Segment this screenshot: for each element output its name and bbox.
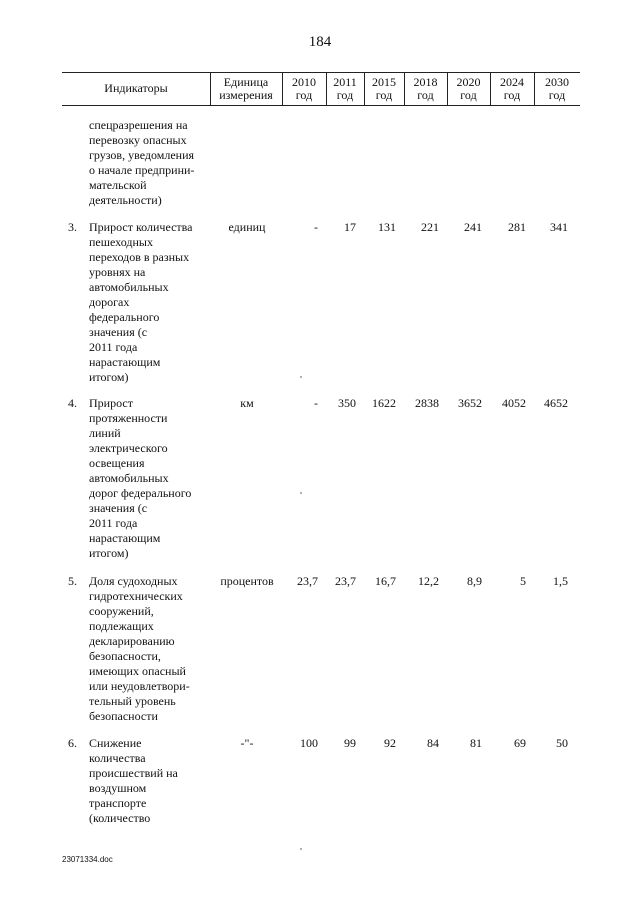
header-year-2018: [404, 72, 447, 105]
year-suffix: год: [460, 87, 477, 102]
unit-cell: единиц: [228, 220, 266, 234]
value-cell: 221: [421, 220, 439, 234]
year-suffix: год: [417, 87, 434, 102]
table-header: [62, 72, 580, 105]
year-label: 2030: [545, 74, 569, 89]
year-suffix: год: [336, 87, 354, 102]
year-label: 2010: [292, 74, 316, 89]
header-indicators: [62, 72, 210, 105]
value-cell: 12,2: [418, 574, 439, 588]
header-year-2024: [490, 72, 534, 105]
value-cell: 92: [384, 736, 396, 750]
value-cell: 2838: [415, 396, 439, 410]
footer-filename: 23071334.doc: [62, 855, 113, 864]
unit-cell: км: [240, 396, 254, 410]
header-indicators-label: Индикаторы: [104, 81, 168, 95]
header-year-2020: [447, 72, 490, 105]
value-cell: 1,5: [553, 574, 568, 588]
unit-cell: процентов: [220, 574, 274, 588]
header-unit-line2: измерения: [219, 87, 273, 102]
header-unit: [210, 72, 282, 105]
value-cell: 100: [300, 736, 318, 750]
header-year-2030: [534, 72, 580, 105]
value-cell: 50: [556, 736, 568, 750]
header-year-2015: [364, 72, 404, 105]
value-cell: 16,7: [375, 574, 396, 588]
indicator-text: спецразрешения на перевозку опасных грузов, уведомления о начале предприни- мательской деятельности): [89, 118, 195, 207]
year-label: 2011: [333, 74, 357, 89]
value-cell: 131: [378, 220, 396, 234]
scan-speck: [300, 848, 302, 850]
unit-cell: -"-: [240, 736, 254, 750]
value-cell: 23,7: [297, 574, 318, 588]
indicator-text: Снижение количества происшествий на воздушном транспорте (количество: [89, 736, 178, 825]
year-label: 2018: [413, 74, 438, 89]
indicator-text: Прирост протяженности линий электрического освещения автомобильных дорог федерального значения (с 2011 года нарастающим итогом): [89, 396, 192, 560]
year-label: 2015: [372, 74, 396, 89]
row-number: 6.: [68, 736, 77, 750]
value-cell: 4052: [502, 396, 526, 410]
header-year-2011: [326, 72, 364, 105]
page-number: 184: [308, 34, 332, 50]
value-cell: 281: [508, 220, 526, 234]
value-cell: 1622: [372, 396, 396, 410]
header-bottom-rule: [62, 105, 580, 106]
header-year-2010: [282, 72, 326, 105]
value-cell: 17: [344, 220, 356, 234]
value-cell: 69: [514, 736, 526, 750]
year-suffix: год: [295, 87, 313, 102]
scan-speck: [300, 376, 302, 378]
year-suffix: год: [375, 87, 393, 102]
value-cell: -: [314, 220, 318, 234]
value-cell: 3652: [458, 396, 482, 410]
value-cell: 341: [550, 220, 568, 234]
value-cell: 4652: [544, 396, 568, 410]
header-unit-line1: Единица: [223, 74, 269, 89]
row-number: 5.: [68, 574, 77, 588]
value-cell: 241: [464, 220, 482, 234]
value-cell: 23,7: [335, 574, 356, 588]
value-cell: 81: [470, 736, 482, 750]
value-cell: -: [314, 396, 318, 410]
scan-speck: [300, 492, 302, 494]
year-suffix: год: [548, 87, 566, 102]
row-number: 3.: [68, 220, 77, 234]
indicator-text: Доля судоходных гидротехнических сооружений, подлежащих декларированию безопасности, имеющих опасный или неудовлетвори- тельный уровень безопасности: [89, 574, 190, 723]
value-cell: 84: [427, 736, 439, 750]
row-number: 4.: [68, 396, 77, 410]
value-cell: 350: [338, 396, 356, 410]
value-cell: 99: [344, 736, 356, 750]
value-cell: 8,9: [467, 574, 482, 588]
year-label: 2024: [500, 74, 524, 89]
year-suffix: год: [503, 87, 521, 102]
year-label: 2020: [456, 74, 481, 89]
indicator-text: Прирост количества пешеходных переходов в разных уровнях на автомобильных дорогах федерального значения (с 2011 года нарастающим итогом): [89, 220, 193, 384]
value-cell: 5: [520, 574, 526, 588]
